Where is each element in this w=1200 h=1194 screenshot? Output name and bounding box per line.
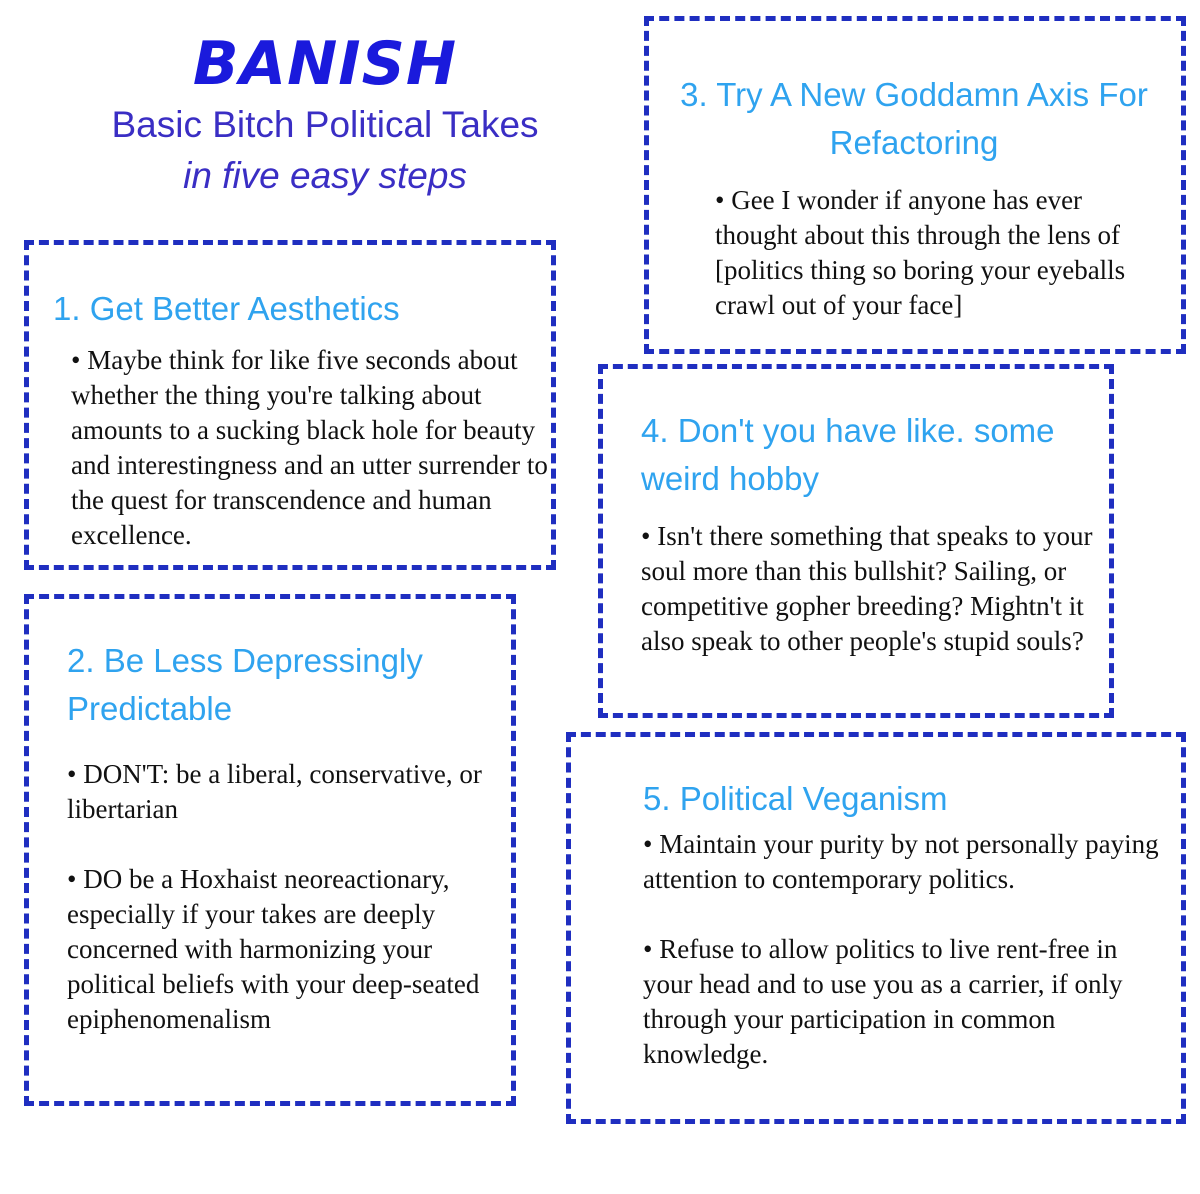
step-5-heading: 5. Political Veganism: [643, 780, 948, 817]
step-2-body: [67, 757, 507, 1037]
step-3-heading: 3. Try A New Goddamn Axis For Refactoring: [680, 76, 1148, 161]
title-block: [80, 30, 570, 200]
step-3-bullet-1: • Gee I wonder if anyone has ever thought about this through the lens of [politics thing so boring your eyeballs crawl out of your face]: [715, 185, 1126, 320]
step-1-heading: 1. Get Better Aesthetics: [53, 290, 400, 327]
step-4-bullet-1: • Isn't there something that speaks to your soul more than this bullshit? Sailing, or competitive gopher breeding? Mightn't it also speak to other people's stupid souls?: [641, 521, 1093, 656]
step-2-bullet-1: • DON'T: be a liberal, conservative, or libertarian: [67, 759, 482, 824]
page-title: BANISH: [192, 29, 458, 99]
step-card-1: [24, 240, 556, 570]
step-1-bullet-1: • Maybe think for like five seconds about whether the thing you're talking about amounts to a sucking black hole for beauty and interestingness and an utter surrender to the quest for transcendence and human excellence.: [71, 345, 548, 550]
step-card-3: [644, 16, 1186, 354]
page-subtitle: Basic Bitch Political Takes: [111, 104, 539, 145]
step-card-5: [566, 732, 1186, 1124]
page-tagline: in five easy steps: [183, 155, 467, 196]
step-4-body: [641, 519, 1111, 659]
step-3-body: [715, 183, 1165, 323]
step-5-bullet-2: • Refuse to allow politics to live rent-free in your head and to use you as a carrier, if only through your participation in common knowledge.: [643, 934, 1123, 1069]
step-card-2: [24, 594, 516, 1106]
step-5-body: [643, 827, 1163, 1072]
step-card-4: [598, 364, 1114, 718]
step-5-bullet-1: • Maintain your purity by not personally paying attention to contemporary politics.: [643, 829, 1159, 894]
step-2-heading: 2. Be Less Depressingly Predictable: [67, 642, 423, 727]
bullet-spacer: [643, 897, 1163, 932]
step-2-bullet-2: • DO be a Hoxhaist neoreactionary, especially if your takes are deeply concerned with harmonizing your political beliefs with your deep-seated epiphenomenalism: [67, 864, 480, 1034]
step-1-body: [71, 343, 551, 553]
step-4-heading: 4. Don't you have like. some weird hobby: [641, 412, 1055, 497]
bullet-spacer: [67, 827, 507, 862]
